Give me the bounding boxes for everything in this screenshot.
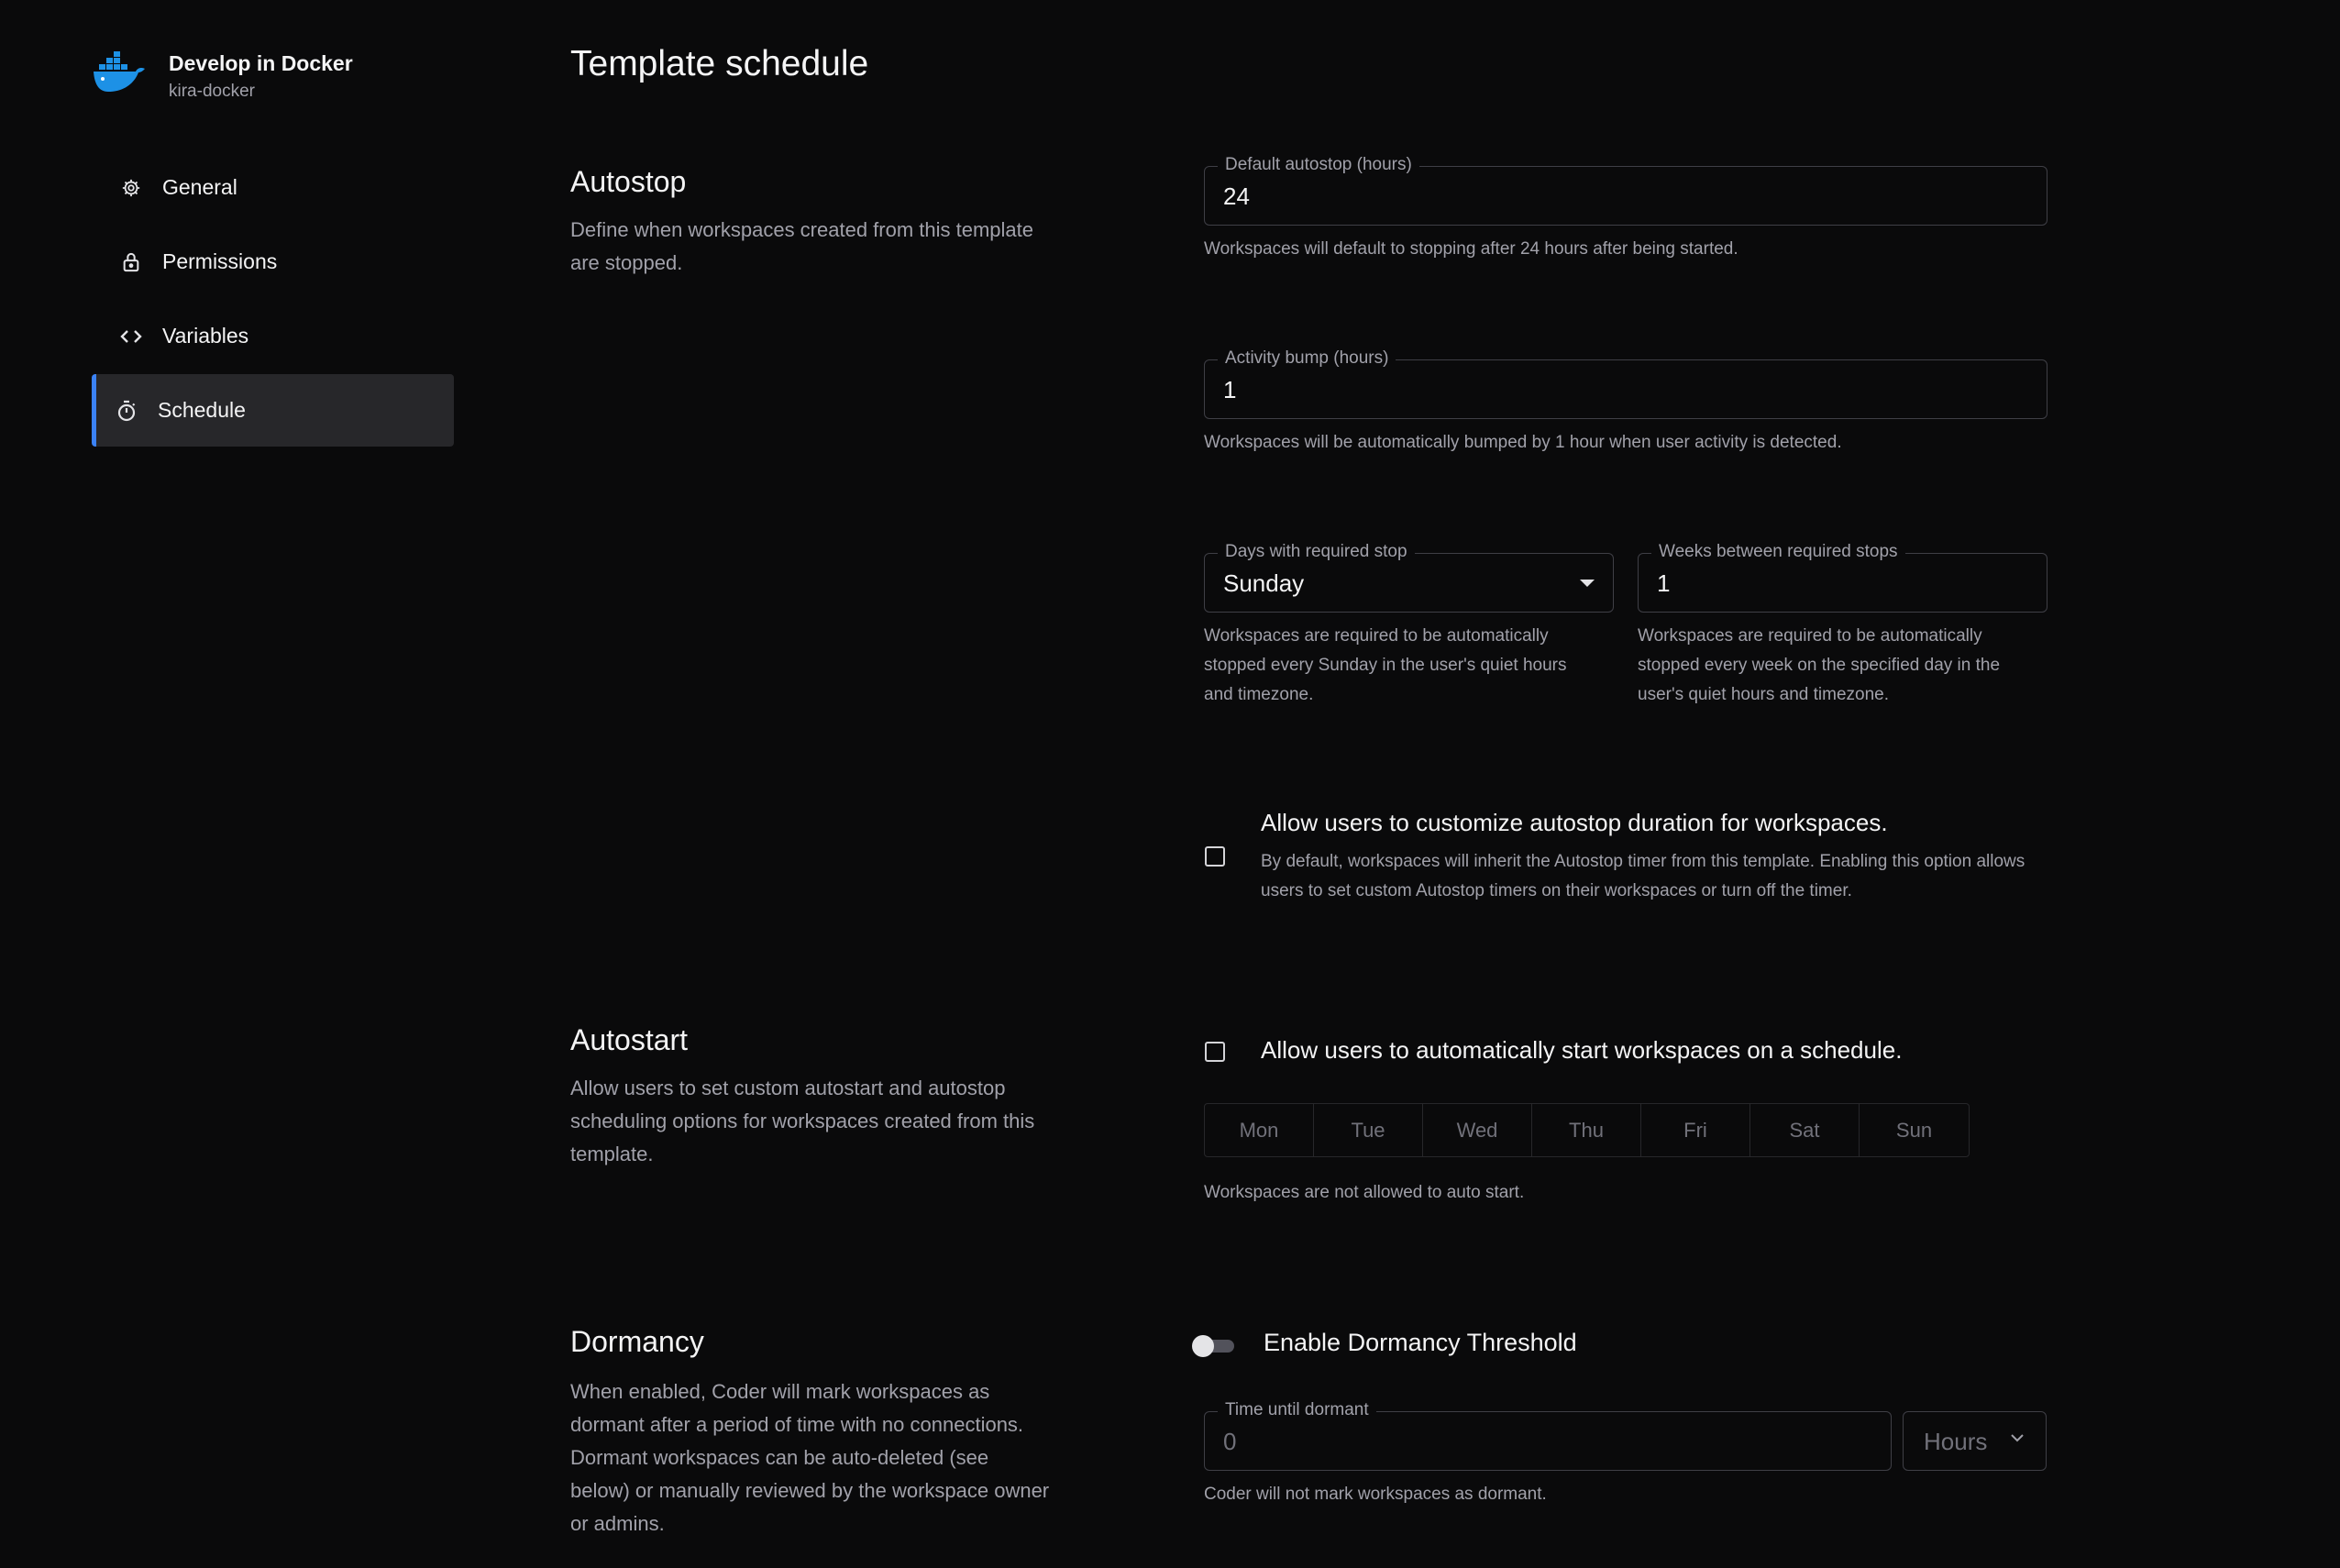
- sidebar: [92, 48, 454, 448]
- sidebar-item-permissions[interactable]: [92, 226, 454, 298]
- chevron-down-icon: [2009, 1432, 2025, 1443]
- autostart-days-group: [1204, 1103, 1970, 1157]
- time-until-dormant-label: Time until dormant: [1218, 1399, 1376, 1421]
- days-required-stop-label: Days with required stop: [1218, 541, 1415, 563]
- default-autostop-label: Default autostop (hours): [1218, 154, 1419, 176]
- weeks-between-label: Weeks between required stops: [1651, 541, 1905, 563]
- days-required-stop-select[interactable]: [1204, 542, 1614, 613]
- activity-bump-helper: Workspaces will be automatically bumped by 1 hour when user activity is detected.: [1204, 433, 1842, 452]
- autostart-checkbox[interactable]: [1205, 1042, 1225, 1062]
- default-autostop-input[interactable]: 24: [1223, 182, 1250, 210]
- day-tue-button[interactable]: Tue: [1314, 1104, 1423, 1156]
- caret-down-icon: [1580, 580, 1595, 587]
- sidebar-item-general[interactable]: [92, 151, 454, 224]
- sidebar-item-schedule[interactable]: [92, 374, 454, 447]
- toggle-knob: [1192, 1335, 1214, 1357]
- day-sun-button[interactable]: Sun: [1895, 1118, 1933, 1142]
- gear-icon: [120, 177, 142, 199]
- weeks-between-field[interactable]: [1638, 542, 2048, 613]
- dormancy-toggle-label: Enable Dormancy Threshold: [1264, 1329, 1577, 1356]
- dormancy-unit-value: Hours: [1924, 1428, 1988, 1455]
- weeks-between-input[interactable]: 1: [1657, 569, 1671, 597]
- dormancy-helper: Coder will not mark workspaces as dormant.: [1204, 1485, 1547, 1504]
- dormancy-toggle[interactable]: [1192, 1334, 1238, 1356]
- day-wed-button[interactable]: Wed: [1423, 1104, 1532, 1156]
- weeks-between-helper: Workspaces are required to be automatically stopped every week on the specified day in the user's quiet hours and timezone.: [1638, 626, 2001, 704]
- autostart-helper: Workspaces are not allowed to auto start.: [1204, 1183, 1525, 1202]
- docker-logo-icon: [92, 51, 147, 97]
- default-autostop-field[interactable]: [1204, 155, 2048, 226]
- days-required-stop-value: Sunday: [1223, 569, 1305, 597]
- template-header: [92, 48, 454, 112]
- sidebar-item-variables[interactable]: [92, 300, 454, 372]
- sidebar-item-label: General: [162, 175, 237, 199]
- day-sat-button[interactable]: Sat: [1750, 1104, 1860, 1156]
- day-mon-button[interactable]: Mon: [1205, 1104, 1314, 1156]
- template-name: Develop in Docker: [169, 51, 353, 75]
- activity-bump-input[interactable]: 1: [1223, 376, 1237, 403]
- customize-autostop-description: By default, workspaces will inherit the Autostop timer from this template. Enabling this option allows users to set custom Autostop timers on their workspaces or turn off the timer.: [1261, 852, 2025, 900]
- dormancy-description: When enabled, Coder will mark workspaces as dormant after a period of time with no connections. Dormant workspaces can be auto-deleted (see below) or manually reviewed by the workspace owner or admins.: [570, 1380, 1050, 1535]
- page-title: Template schedule: [570, 44, 869, 83]
- activity-bump-label: Activity bump (hours): [1218, 348, 1396, 370]
- time-until-dormant-input[interactable]: 0: [1223, 1428, 1237, 1455]
- lock-icon: [120, 251, 142, 273]
- autostart-description: Allow users to set custom autostart and autostop scheduling options for workspaces created from this template.: [570, 1077, 1035, 1165]
- autostart-checkbox-label: Allow users to automatically start workspaces on a schedule.: [1261, 1036, 1903, 1064]
- default-autostop-helper: Workspaces will default to stopping after 24 hours after being started.: [1204, 239, 1738, 259]
- autostop-description: Define when workspaces created from this template are stopped.: [570, 218, 1034, 274]
- dormancy-unit-select[interactable]: [1903, 1411, 2047, 1471]
- activity-bump-field[interactable]: [1204, 348, 2048, 419]
- autostart-title: Autostart: [570, 1023, 689, 1056]
- customize-autostop-checkbox[interactable]: [1205, 846, 1225, 867]
- sidebar-item-label: Variables: [162, 324, 249, 348]
- dormancy-title: Dormancy: [570, 1325, 704, 1358]
- days-required-stop-helper: Workspaces are required to be automatically stopped every Sunday in the user's quiet hours and timezone.: [1204, 626, 1567, 704]
- timer-icon: [116, 400, 138, 422]
- code-icon: [120, 326, 142, 348]
- sidebar-item-label: Schedule: [158, 398, 246, 422]
- time-until-dormant-field[interactable]: [1204, 1400, 1892, 1471]
- sidebar-item-label: Permissions: [162, 249, 278, 273]
- template-id: kira-docker: [169, 82, 255, 101]
- autostop-title: Autostop: [570, 165, 687, 198]
- day-thu-button[interactable]: Thu: [1532, 1104, 1641, 1156]
- customize-autostop-title: Allow users to customize autostop duration for workspaces.: [1261, 809, 1888, 836]
- day-fri-button[interactable]: Fri: [1641, 1104, 1750, 1156]
